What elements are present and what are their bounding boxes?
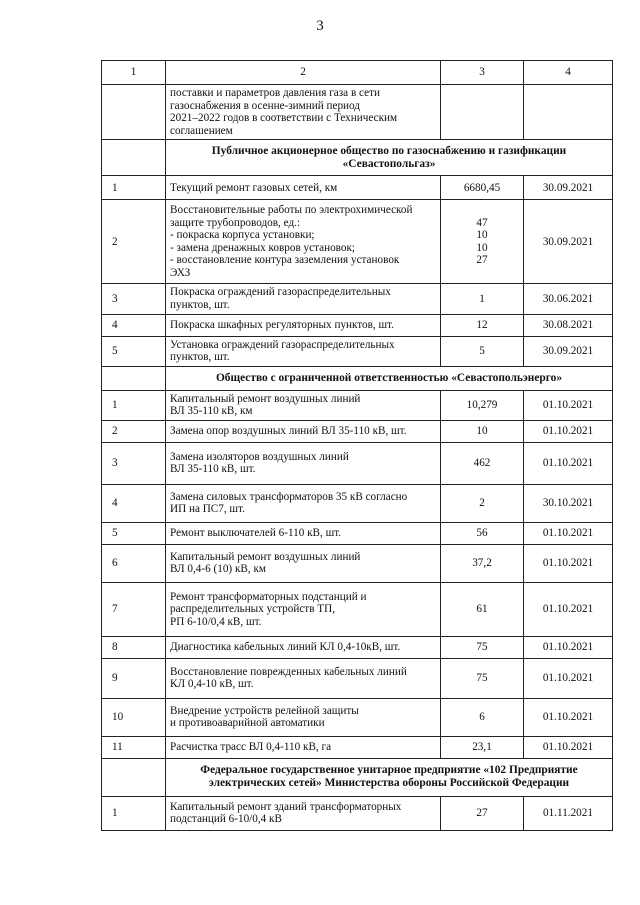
table-row: [102, 284, 613, 314]
work-quantity: [441, 796, 524, 830]
work-description-line: Капитальный ремонт воздушных линий: [170, 392, 361, 405]
table-row: [102, 736, 613, 758]
work-quantity-value: 47: [476, 216, 488, 229]
work-quantity-value: 56: [476, 527, 488, 540]
work-quantity-value: 75: [476, 672, 488, 685]
continuation-qty-cell: [441, 85, 524, 140]
work-description-line: защите трубопроводов, ед.:: [170, 216, 301, 229]
work-quantity: [441, 484, 524, 522]
row-number: 1: [102, 176, 166, 200]
table-row: [102, 484, 613, 522]
work-quantity-value: 1: [479, 292, 485, 305]
table-row: [102, 698, 613, 736]
work-description-line: - восстановление контура заземления установок: [170, 254, 400, 267]
row-number: 5: [102, 336, 166, 366]
row-number: 1: [102, 796, 166, 830]
table-row: [102, 200, 613, 284]
work-description-line: ИП на ПС7, шт.: [170, 503, 245, 516]
work-description-line: Капитальный ремонт зданий трансформаторных: [170, 800, 402, 813]
work-quantity-value: 10: [476, 229, 488, 242]
header-cell-2: 2: [166, 61, 441, 85]
work-description: [166, 420, 441, 442]
header-cell-4: 4: [524, 61, 613, 85]
work-description-line: Ремонт выключателей 6-110 кВ, шт.: [170, 527, 342, 540]
work-quantity: [441, 582, 524, 636]
table-row: [102, 636, 613, 658]
completion-date: 30.09.2021: [524, 336, 613, 366]
header-row: [102, 61, 613, 85]
row-number: 4: [102, 484, 166, 522]
organization-name-line: Федеральное государственное унитарное предприятие «102 Предприятие: [200, 764, 578, 777]
work-description: [166, 176, 441, 200]
work-description-line: распределительных устройств ТП,: [170, 603, 335, 616]
work-quantity-value: 2: [479, 497, 485, 510]
work-description-line: Замена изоляторов воздушных линий: [170, 450, 349, 463]
work-description-line: пунктов, шт.: [170, 351, 230, 364]
row-number: 6: [102, 544, 166, 582]
work-quantity: [441, 736, 524, 758]
work-description-line: РП 6-10/0,4 кВ, шт.: [170, 615, 262, 628]
work-quantity-value: 27: [476, 807, 488, 820]
organization-name-line: Общество с ограниченной ответственностью «Севастопольэнерго»: [215, 371, 563, 384]
work-description-line: Покраска ограждений газораспределительных: [170, 286, 391, 299]
row-number: 10: [102, 698, 166, 736]
work-description-line: ВЛ 35-110 кВ, шт.: [170, 463, 256, 476]
work-quantity-value: 10: [476, 425, 488, 438]
work-description-line: ВЛ 0,4-6 (10) кВ, км: [170, 563, 266, 576]
completion-date: 01.10.2021: [524, 420, 613, 442]
work-description-line: Внедрение устройств релейной защиты: [170, 704, 359, 717]
completion-date: 01.10.2021: [524, 698, 613, 736]
row-number: 11: [102, 736, 166, 758]
table-row: [102, 442, 613, 484]
work-description-line: Восстановительные работы по электрохимической: [170, 204, 413, 217]
work-quantity-value: 75: [476, 641, 488, 654]
continuation-line: поставки и параметров давления газа в сети: [170, 87, 380, 99]
work-description: [166, 314, 441, 336]
work-quantity: [441, 442, 524, 484]
table-row: [102, 658, 613, 698]
work-description-line: Замена опор воздушных линий ВЛ 35-110 кВ, шт.: [170, 425, 407, 438]
table-row: [102, 176, 613, 200]
work-quantity-value: 462: [473, 457, 491, 470]
table-row: [102, 314, 613, 336]
work-schedule-table: [101, 60, 613, 831]
completion-date: 01.10.2021: [524, 522, 613, 544]
continuation-date-cell: [524, 85, 613, 140]
work-quantity-value: 10,279: [466, 399, 498, 412]
completion-date: 01.10.2021: [524, 658, 613, 698]
header-cell-1: 1: [102, 61, 166, 85]
row-number: 7: [102, 582, 166, 636]
work-quantity: [441, 200, 524, 284]
row-number: 5: [102, 522, 166, 544]
organization-name: [166, 140, 613, 176]
work-description-line: КЛ 0,4-10 кВ, шт.: [170, 678, 254, 691]
work-quantity: [441, 544, 524, 582]
organization-row: [102, 758, 613, 796]
continuation-number-cell: [102, 85, 166, 140]
organization-blank-cell: [102, 758, 166, 796]
work-quantity: [441, 698, 524, 736]
table-row: [102, 390, 613, 420]
work-description-line: и противоаварийной автоматики: [170, 717, 325, 730]
work-description: [166, 636, 441, 658]
work-quantity-value: 6680,45: [463, 181, 501, 194]
work-description-line: Восстановление поврежденных кабельных линий: [170, 665, 407, 678]
organization-row: [102, 366, 613, 390]
continuation-line: соглашением: [170, 124, 233, 137]
work-description: [166, 336, 441, 366]
table-row: [102, 544, 613, 582]
work-description-line: Ремонт трансформаторных подстанций и: [170, 590, 367, 603]
continuation-text-cell: [166, 85, 441, 140]
work-quantity-value: 12: [476, 318, 488, 331]
work-quantity: [441, 636, 524, 658]
completion-date: 01.10.2021: [524, 544, 613, 582]
work-description-line: Текущий ремонт газовых сетей, км: [170, 181, 338, 194]
organization-name: [166, 758, 613, 796]
work-quantity-value: 23,1: [472, 741, 492, 754]
table-row: [102, 796, 613, 830]
continuation-line: газоснабжения в осенне-зимний период: [170, 99, 361, 112]
work-quantity-value: 37,2: [472, 557, 492, 570]
work-description-line: Расчистка трасс ВЛ 0,4-110 кВ, га: [170, 741, 332, 754]
continuation-line: 2021–2022 годов в соответствии с Техническим: [170, 112, 398, 125]
work-quantity: [441, 390, 524, 420]
table-row: [102, 336, 613, 366]
work-description: [166, 796, 441, 830]
completion-date: 01.10.2021: [524, 442, 613, 484]
work-description-line: ЭХЗ: [170, 267, 191, 280]
work-quantity-value: 27: [476, 254, 488, 267]
table-row: [102, 420, 613, 442]
work-description-line: Диагностика кабельных линий КЛ 0,4-10кВ, шт.: [170, 641, 401, 654]
row-number: 2: [102, 200, 166, 284]
organization-row: [102, 140, 613, 176]
work-description-line: пунктов, шт.: [170, 298, 230, 311]
completion-date: 30.09.2021: [524, 176, 613, 200]
work-quantity: [441, 658, 524, 698]
completion-date: 30.08.2021: [524, 314, 613, 336]
completion-date: 01.10.2021: [524, 582, 613, 636]
work-description: [166, 736, 441, 758]
work-description: [166, 200, 441, 284]
work-quantity: [441, 176, 524, 200]
work-quantity-value: 6: [479, 711, 485, 724]
table-row: [102, 522, 613, 544]
work-description: [166, 658, 441, 698]
work-description-line: Установка ограждений газораспределительных: [170, 338, 395, 351]
work-description: [166, 698, 441, 736]
header-cell-3: 3: [441, 61, 524, 85]
work-quantity: [441, 420, 524, 442]
completion-date: 30.09.2021: [524, 200, 613, 284]
work-description-line: Покраска шкафных регуляторных пунктов, шт.: [170, 318, 394, 331]
page-number: 3: [316, 18, 324, 34]
row-number: 8: [102, 636, 166, 658]
completion-date: 01.10.2021: [524, 736, 613, 758]
organization-blank-cell: [102, 366, 166, 390]
work-description: [166, 484, 441, 522]
organization-name-line: «Севастопольгаз»: [342, 157, 436, 170]
work-description-line: Замена силовых трансформаторов 35 кВ согласно: [170, 490, 408, 503]
completion-date: 01.10.2021: [524, 390, 613, 420]
work-description-line: ВЛ 35-110 кВ, км: [170, 405, 253, 418]
row-number: 3: [102, 284, 166, 314]
work-quantity: [441, 336, 524, 366]
work-description-line: Капитальный ремонт воздушных линий: [170, 550, 361, 563]
work-description: [166, 284, 441, 314]
completion-date: 01.11.2021: [524, 796, 613, 830]
row-number: 4: [102, 314, 166, 336]
work-quantity-value: 10: [476, 241, 488, 254]
work-description-line: подстанций 6-10/0,4 кВ: [170, 813, 282, 826]
completion-date: 30.10.2021: [524, 484, 613, 522]
work-quantity: [441, 522, 524, 544]
completion-date: 01.10.2021: [524, 636, 613, 658]
work-description: [166, 582, 441, 636]
organization-name: [166, 366, 613, 390]
work-quantity-value: 5: [479, 344, 485, 357]
work-description-line: - покраска корпуса установки;: [170, 229, 315, 242]
organization-blank-cell: [102, 140, 166, 176]
work-description: [166, 544, 441, 582]
work-quantity: [441, 314, 524, 336]
table-row: [102, 582, 613, 636]
completion-date: 30.06.2021: [524, 284, 613, 314]
continuation-row: [102, 85, 613, 140]
row-number: 3: [102, 442, 166, 484]
work-description: [166, 390, 441, 420]
work-description-line: - замена дренажных ковров установок;: [170, 241, 356, 254]
work-quantity-value: 61: [476, 603, 488, 616]
row-number: 9: [102, 658, 166, 698]
work-quantity: [441, 284, 524, 314]
organization-name-line: электрических сетей» Министерства обороны Российской Федерации: [208, 777, 570, 790]
work-description: [166, 442, 441, 484]
organization-name-line: Публичное акционерное общество по газоснабжению и газификации: [211, 144, 567, 157]
row-number: 2: [102, 420, 166, 442]
work-description: [166, 522, 441, 544]
row-number: 1: [102, 390, 166, 420]
